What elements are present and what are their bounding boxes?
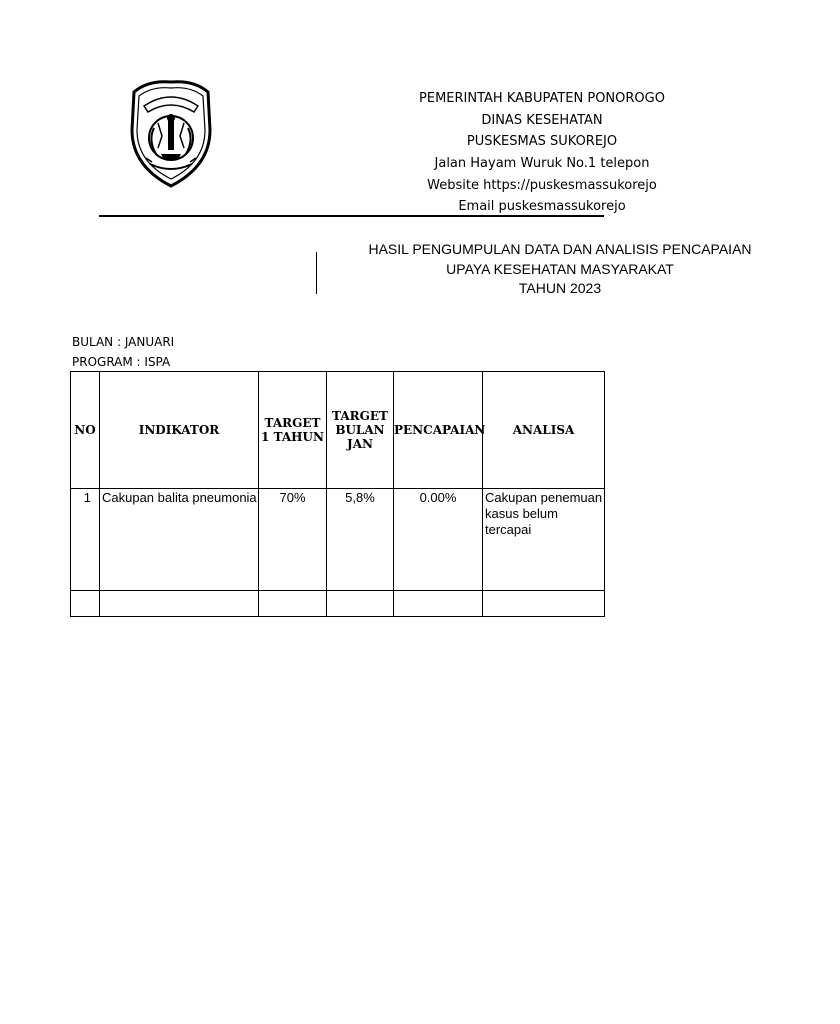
table-header-row [71,372,605,489]
header-target-tahun: TARGET 1 TAHUN [259,372,327,489]
header-email-line: Email puskesmassukorejo [458,199,626,214]
cell-indikator: Cakupan balita pneumonia [100,489,259,591]
report-title-line-1: HASIL PENGUMPULAN DATA DAN ANALISIS PENCAPAIAN [368,241,752,257]
cell-no: 1 [71,489,100,591]
cell-target-tahun: 70% [259,489,327,591]
header-department-line: DINAS KESEHATAN [481,113,603,128]
empty-cell [259,591,327,617]
empty-cell [327,591,394,617]
program-label: PROGRAM : ISPA [72,355,171,369]
empty-cell [394,591,483,617]
empty-cell [71,591,100,617]
table-row [71,489,605,591]
cell-analisa: Cakupan penemuan kasus belum tercapai [483,489,605,591]
report-title-line-2: UPAYA KESEHATAN MASYARAKAT [446,261,674,277]
header-divider [99,215,604,217]
header-no: NO [71,372,100,489]
empty-cell [483,591,605,617]
header-indikator: INDIKATOR [100,372,259,489]
header-address-line: Jalan Hayam Wuruk No.1 telepon [434,156,650,171]
month-label: BULAN : JANUARI [72,335,175,349]
header-target-bulan: TARGET BULAN JAN [327,372,394,489]
cell-target-bulan: 5,8% [327,489,394,591]
cell-pencapaian: 0.00% [394,489,483,591]
report-title-line-3: TAHUN 2023 [518,280,602,296]
table-row-empty [71,591,605,617]
ponorogo-regency-emblem-logo [128,78,214,190]
header-pencapaian: PENCAPAIAN [394,372,483,489]
header-analisa: ANALISA [483,372,605,489]
indicator-table [70,371,605,617]
header-website-line: Website https://puskesmassukorejo [427,178,657,193]
header-health-center-line: PUSKESMAS SUKOREJO [466,134,618,149]
empty-cell [100,591,259,617]
text-cursor-bar [316,252,317,294]
header-government-line: PEMERINTAH KABUPATEN PONOROGO [419,91,665,106]
